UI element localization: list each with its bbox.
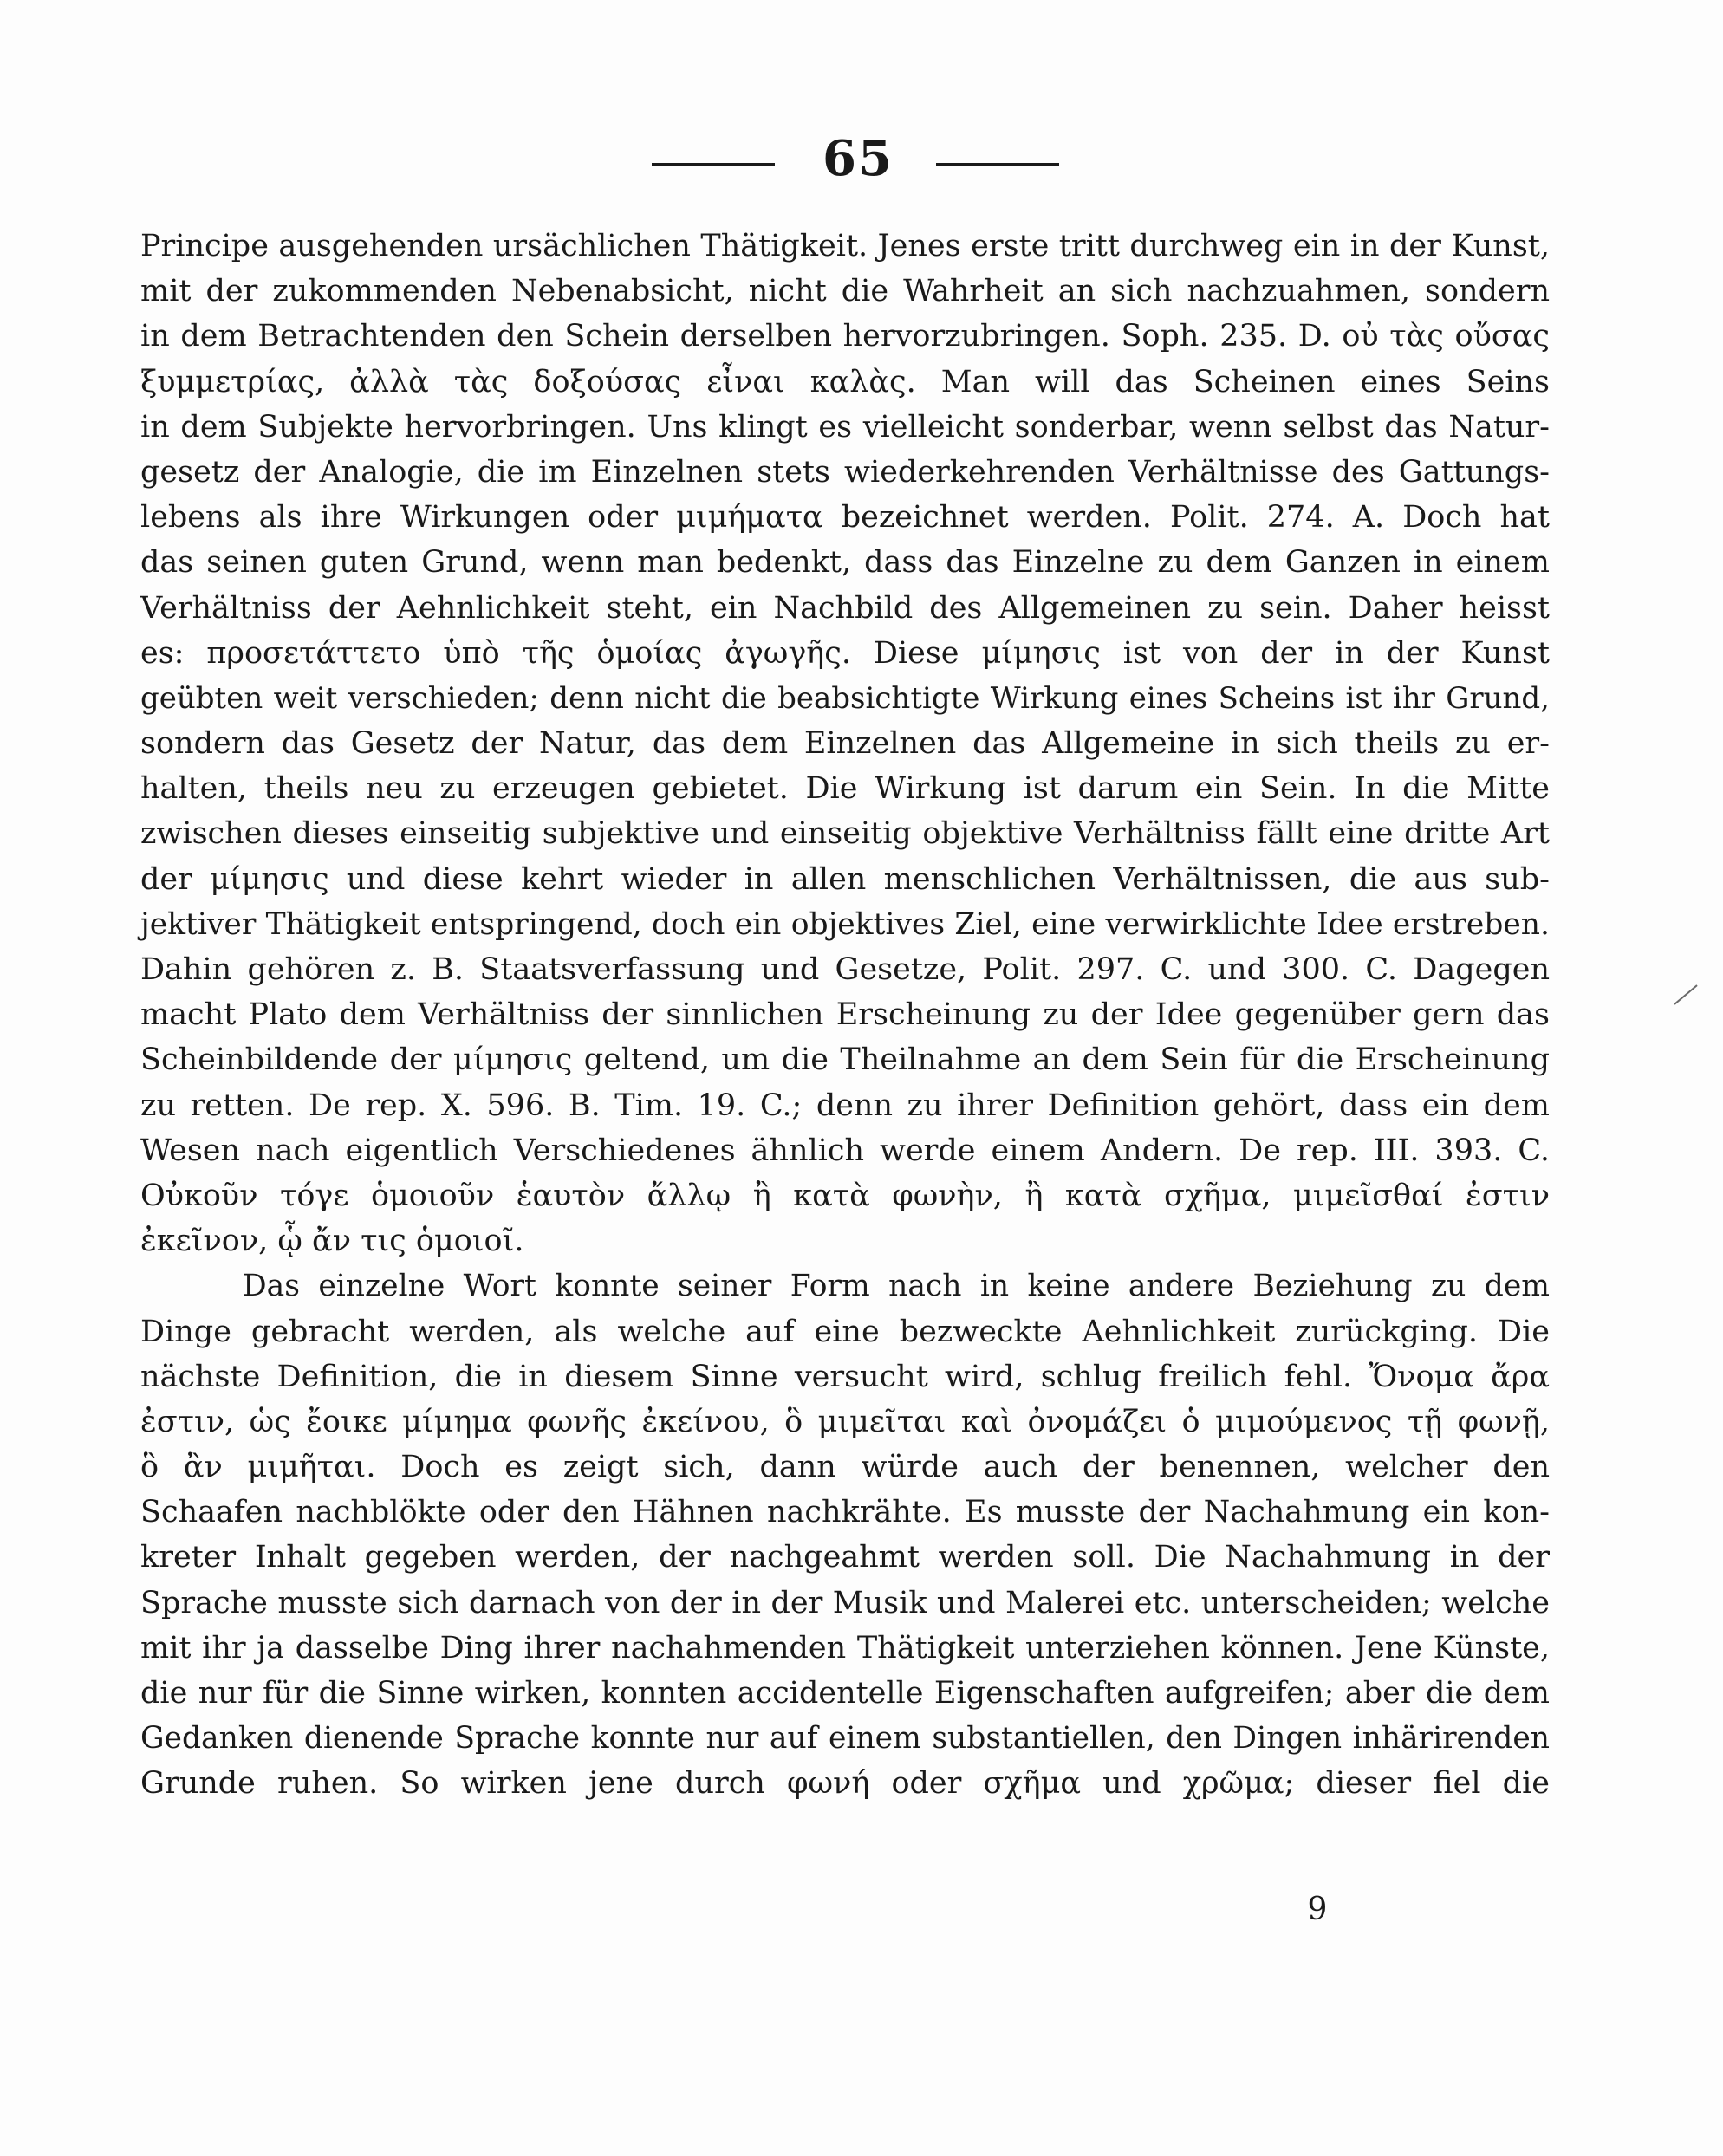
text-line: Dahin gehören z. B. Staatsverfassung und Gesetze, Polit. 297. C. und 300. C. Dagegen — [140, 952, 1550, 987]
text-line: Grunde ruhen. So wirken jene durch φωνή oder σχῆμα und χρῶμα; dieser fiel die — [140, 1766, 1550, 1802]
greek-quote-line: Οὐκοῦν τόγε ὁμοιοῦν ἑαυτὸν ἄλλῳ ἢ κατὰ φωνὴν, ἢ κατὰ σχῆμα, μιμεῖσθαί ἐστιν — [140, 1178, 1550, 1213]
text-line: Verhältniss der Aehnlichkeit steht, ein Nachbild des Allgemeinen zu sein. Daher heisst — [140, 590, 1550, 626]
text-line: in dem Subjekte hervorbringen. Uns klingt es vielleicht sonderbar, wenn selbst das Natur- — [140, 409, 1550, 445]
page-number: 65 — [822, 130, 894, 187]
text-line: lebens als ihre Wirkungen oder μιμήματα bezeichnet werden. Polit. 274. A. Doch hat — [140, 500, 1550, 536]
paragraph-start-line: Das einzelne Wort konnte seiner Form nach in keine andere Beziehung zu dem — [243, 1269, 1550, 1304]
scan-speck — [1674, 984, 1697, 1004]
printer-signature: 9 — [1307, 1892, 1328, 1927]
text-line: geübten weit verschieden; denn nicht die beabsichtigte Wirkung eines Scheins ist ihr Grund, — [140, 680, 1550, 716]
text-line: Scheinbildende der μίμησις geltend, um die Theilnahme an dem Sein für die Erscheinung — [140, 1042, 1550, 1078]
text-line: ξυμμετρίας, ἀλλὰ τὰς δοξούσας εἶναι καλὰς. Man will das Scheinen eines Seins — [140, 364, 1550, 399]
greek-quote-line: ἐκεῖνον, ᾧ ἄν τις ὁμοιοῖ. — [140, 1224, 524, 1259]
text-line: es: προσετάττετο ὑπὸ τῆς ὁμοίας ἀγωγῆς. Diese μίμησις ist von der in der Kunst — [140, 635, 1550, 671]
text-line: mit ihr ja dasselbe Ding ihrer nachahmenden Thätigkeit unterziehen können. Jene Künste, — [140, 1630, 1550, 1666]
text-line: Principe ausgehenden ursächlichen Thätigkeit. Jenes erste tritt durchweg ein in der Kunst, — [140, 229, 1550, 263]
text-line: Dinge gebracht werden, als welche auf eine bezweckte Aehnlichkeit zurückging. Die — [140, 1314, 1550, 1349]
text-line: Schaafen nachblökte oder den Hähnen nachkrähte. Es musste der Nachahmung ein kon- — [140, 1495, 1550, 1530]
text-line: Gedanken dienende Sprache konnte nur auf einem substantiellen, den Dingen inhärirenden — [140, 1721, 1550, 1757]
text-line: ὃ ἂν μιμῆται. Doch es zeigt sich, dann würde auch der benennen, welcher den — [140, 1450, 1550, 1485]
text-line: die nur für die Sinne wirken, konnten accidentelle Eigenschaften aufgreifen; aber die dem — [140, 1676, 1550, 1711]
text-line: das seinen guten Grund, wenn man bedenkt, dass das Einzelne zu dem Ganzen in einem — [140, 545, 1550, 581]
text-line: der μίμησις und diese kehrt wieder in allen menschlichen Verhältnissen, die aus sub- — [140, 861, 1550, 897]
text-line: jektiver Thätigkeit entspringend, doch ein objektives Ziel, eine verwirklichte Idee erstreben. — [140, 906, 1550, 942]
text-line: kreter Inhalt gegeben werden, der nachgeahmt werden soll. Die Nachahmung in der — [140, 1540, 1550, 1575]
text-line: Sprache musste sich darnach von der in der Musik und Malerei etc. unterscheiden; welche — [140, 1585, 1550, 1620]
text-line: mit der zukommenden Nebenabsicht, nicht die Wahrheit an sich nachzuahmen, sondern — [140, 274, 1550, 309]
page-header — [0, 130, 1723, 191]
text-line: sondern das Gesetz der Natur, das dem Einzelnen das Allgemeine in sich theils zu er- — [140, 726, 1550, 762]
text-line: nächste Definition, die in diesem Sinne versucht wird, schlug freilich fehl. Ὄνομα ἄρα — [140, 1359, 1550, 1394]
text-line: zu retten. De rep. X. 596. B. Tim. 19. C.; denn zu ihrer Definition gehört, dass ein dem — [140, 1088, 1550, 1123]
text-line: halten, theils neu zu erzeugen gebietet. Die Wirkung ist darum ein Sein. In die Mitte — [140, 771, 1550, 807]
text-line: in dem Betrachtenden den Schein derselben hervorzubringen. Soph. 235. D. οὐ τὰς οὔσας — [140, 319, 1550, 354]
text-line: Wesen nach eigentlich Verschiedenes ähnlich werde einem Andern. De rep. III. 393. C. — [140, 1133, 1550, 1168]
header-rule-left — [652, 163, 775, 166]
body-text — [140, 224, 1550, 1807]
header-rule-right — [936, 163, 1059, 166]
text-line: macht Plato dem Verhältniss der sinnlichen Erscheinung zu der Idee gegenüber gern das — [140, 997, 1550, 1033]
text-line: zwischen dieses einseitig subjektive und einseitig objektive Verhältniss fällt eine dritte Art — [140, 816, 1550, 852]
greek-quote-line: ἐστιν, ὡς ἔοικε μίμημα φωνῆς ἐκείνου, ὃ μιμεῖται καὶ ὀνομάζει ὁ μιμούμενος τῇ φωνῇ, — [140, 1404, 1550, 1439]
text-line: gesetz der Analogie, die im Einzelnen stets wiederkehrenden Verhältnisse des Gattungs- — [140, 454, 1550, 490]
